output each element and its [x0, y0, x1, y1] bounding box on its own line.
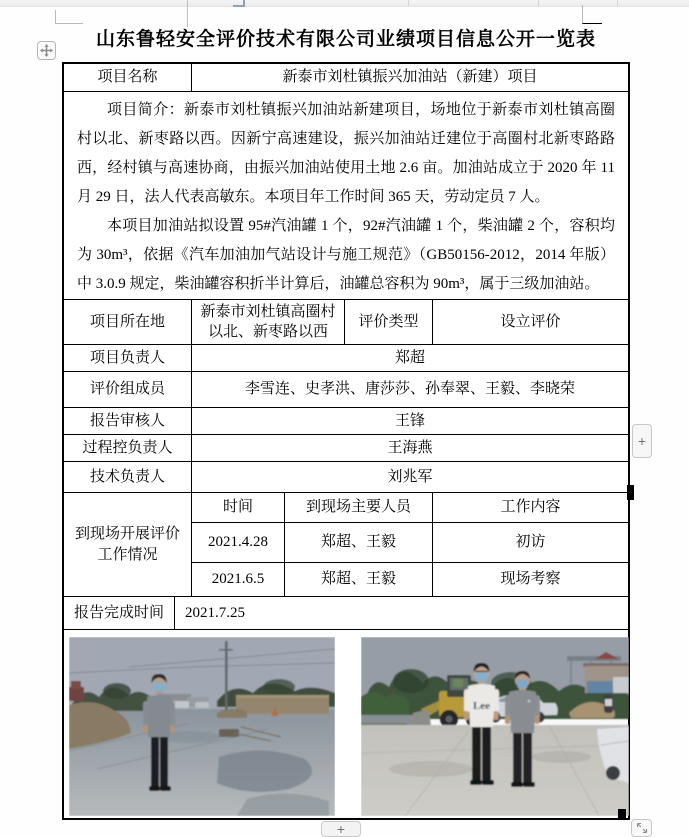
eval-type-value: 设立评价 [500, 313, 561, 330]
plus-icon: + [336, 821, 346, 837]
table-move-handle[interactable] [37, 41, 56, 60]
site-visit-section [64, 493, 628, 597]
table-row [64, 435, 628, 462]
team-value: 李雪连、史孝洪、唐莎莎、孙奉翠、王毅、李晓荣 [244, 381, 575, 398]
site-photo-right[interactable] [361, 637, 629, 816]
project-name-label: 项目名称 [64, 64, 192, 91]
visit-time: 2021.4.28 [192, 523, 285, 562]
site-visit-row [192, 563, 628, 596]
project-info-table [62, 62, 630, 820]
margin-corner-mark-right [582, 5, 602, 24]
photo-cell [64, 630, 628, 818]
margin-corner-mark-left [55, 10, 83, 24]
text-cursor-mark [627, 485, 634, 500]
cropped-toolbar-icon [233, 0, 245, 7]
table-row [64, 408, 628, 435]
table-row [64, 597, 628, 630]
site-photo-left[interactable] [69, 637, 335, 816]
visit-time: 2021.6.5 [192, 563, 285, 596]
insert-row-button-bottom[interactable] [321, 821, 361, 837]
site-visit-header-row [192, 493, 628, 523]
ruler-mark [187, 0, 188, 27]
col-header-content: 工作内容 [500, 499, 561, 516]
eval-type-label: 评价类型 [345, 300, 433, 344]
location-value: 新泰市刘杜镇高圈村以北、新枣路以西 [192, 300, 345, 344]
leader-value: 郑超 [394, 349, 425, 366]
visit-content: 现场考察 [500, 571, 561, 588]
visit-content: 初访 [515, 534, 546, 551]
site-visit-row [192, 523, 628, 563]
table-row [64, 345, 628, 372]
visit-staff: 郑超、王毅 [285, 563, 433, 596]
site-photo-left-image [69, 637, 335, 816]
table-row [64, 372, 628, 408]
table-row [64, 92, 628, 300]
resize-diagonal-icon [635, 821, 649, 835]
table-row [64, 64, 628, 92]
toolbar-divider [617, 0, 618, 6]
reviewer-value: 王锋 [394, 412, 425, 429]
toolbar-divider [538, 0, 539, 6]
toolbar-divider [408, 0, 409, 6]
shirt-logo-text: Lee [472, 700, 491, 712]
location-label: 项目所在地 [64, 300, 192, 344]
leader-label: 项目负责人 [64, 345, 192, 371]
insert-row-button-right[interactable] [632, 424, 652, 458]
finish-date-value: 2021.7.25 [185, 604, 245, 621]
process-value: 王海燕 [387, 439, 433, 456]
tech-label: 技术负责人 [64, 462, 192, 492]
table-row [64, 462, 628, 493]
project-intro-cell [64, 92, 628, 299]
table-row [64, 300, 628, 345]
site-photo-right-image [361, 637, 629, 816]
reviewer-label: 报告审核人 [64, 408, 192, 434]
intro-paragraph-2: 本项目加油站拟设置 95#汽油罐 1 个，92#汽油罐 1 个，柴油罐 2 个，容积均为 30m³，依据《汽车加油加气站设计与施工规范》（GB50156-2012，2014 年版）中 3.0.9 规定，柴油罐容积折半计算后，油罐总容积为 90m³，属于三级加油站。 [77, 218, 615, 292]
col-header-time: 时间 [192, 493, 285, 522]
visit-staff: 郑超、王毅 [285, 523, 433, 562]
site-visit-label: 到现场开展评价工作情况 [64, 493, 192, 596]
intro-paragraph-1: 项目简介：新泰市刘杜镇振兴加油站新建项目，场地位于新泰市刘杜镇高圈村以北、新枣路以西。因新宁高速建设，振兴加油站迁建位于高圈村北新枣路路西，经村镇与高速协商，由振兴加油站使用土地 2.6 亩。加油站成立于 2020 年 11 月 29 日，法人代表高敏东。本项目年工作时间 365 天，劳动定员 7 人。 [77, 102, 615, 205]
process-label: 过程控负责人 [64, 435, 192, 461]
col-header-staff: 到现场主要人员 [285, 493, 433, 522]
project-name-value: 新泰市刘杜镇振兴加油站（新建）项目 [282, 69, 538, 86]
page-title: 山东鲁轻安全评价技术有限公司业绩项目信息公开一览表 [95, 29, 596, 50]
tech-value: 刘兆军 [387, 468, 433, 485]
move-arrows-icon [40, 44, 53, 57]
table-corner-mark [618, 809, 626, 818]
site-visit-subtable [192, 493, 628, 596]
team-label: 评价组成员 [64, 372, 192, 407]
table-resize-handle[interactable] [631, 819, 652, 837]
finish-label: 报告完成时间 [64, 597, 175, 629]
plus-icon: + [637, 433, 647, 449]
